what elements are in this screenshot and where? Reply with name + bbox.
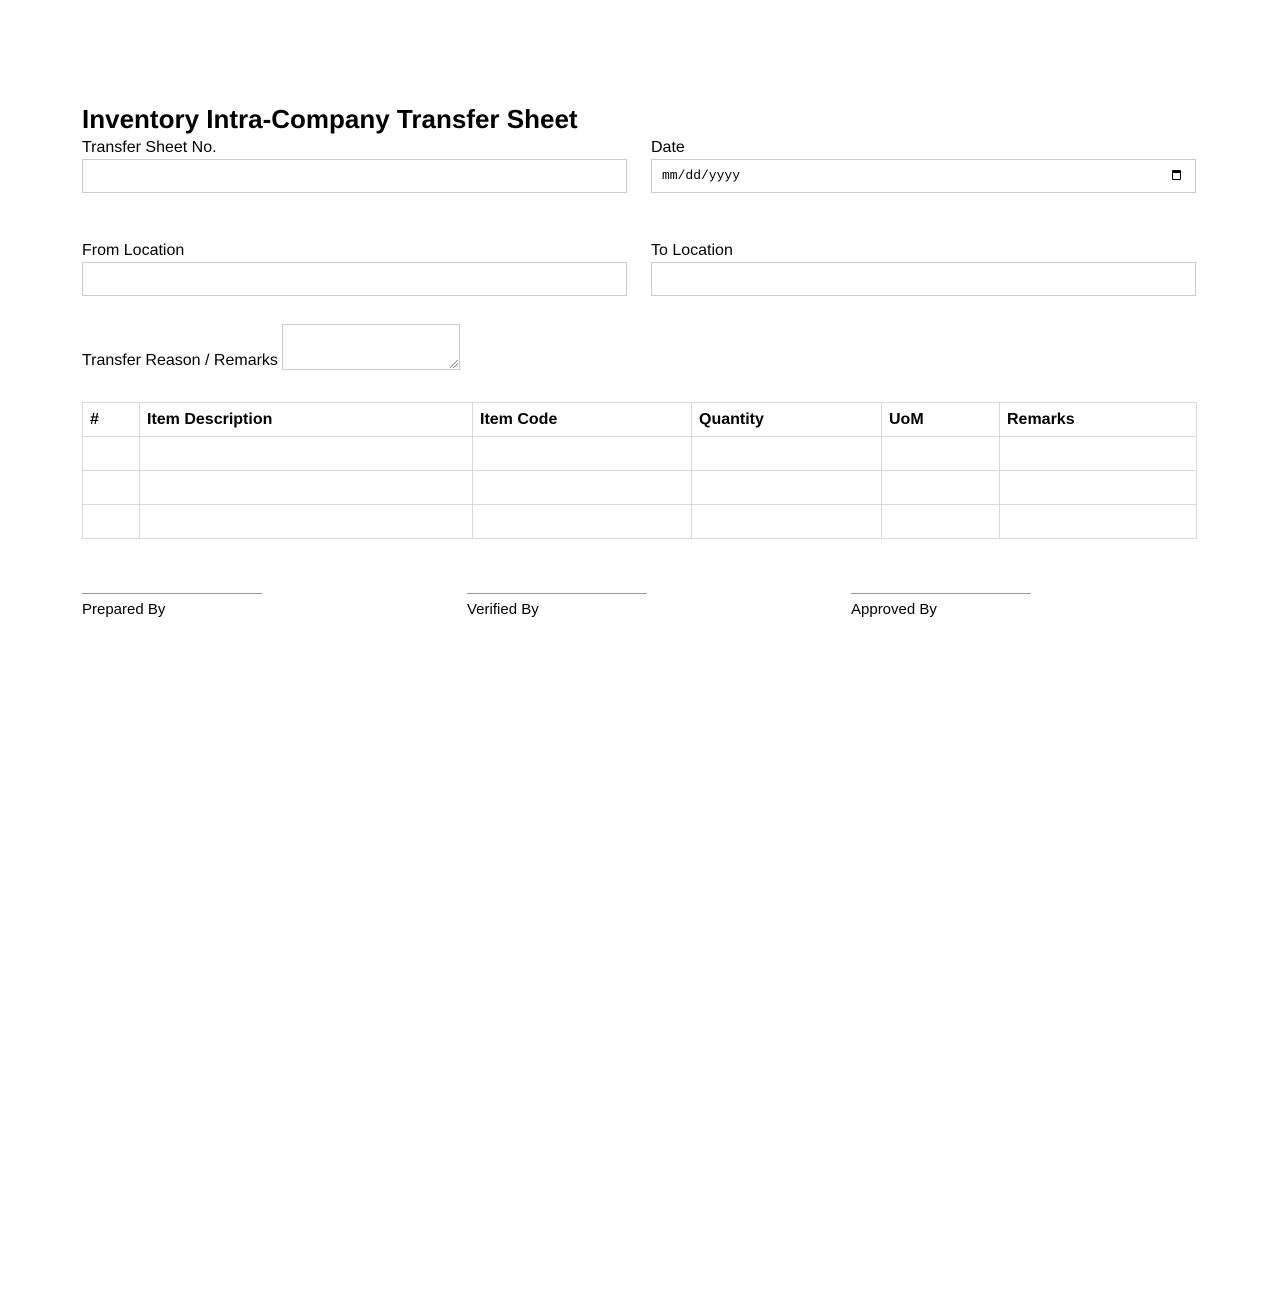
verified-by-signature-line	[467, 593, 647, 594]
table-row	[83, 471, 1197, 505]
form-row-locations	[82, 241, 1196, 296]
approved-by-label: Approved By	[851, 601, 937, 618]
calendar-icon[interactable]	[1172, 170, 1181, 180]
table-cell[interactable]	[83, 471, 140, 505]
date-input[interactable]	[651, 159, 1196, 193]
date-placeholder: mm/dd/yyyy	[662, 168, 741, 183]
remarks-textarea[interactable]	[282, 324, 460, 370]
table-cell[interactable]	[140, 437, 473, 471]
table-cell[interactable]	[692, 505, 882, 539]
column-header-uom: UoM	[882, 403, 1000, 437]
table-cell[interactable]	[473, 505, 692, 539]
transfer-sheet-no-input[interactable]	[82, 159, 627, 193]
column-header-quantity: Quantity	[692, 403, 882, 437]
prepared-by-label: Prepared By	[82, 601, 166, 618]
approved-by-signature	[851, 593, 1031, 619]
to-location-label: To Location	[651, 242, 733, 259]
table-cell[interactable]	[140, 471, 473, 505]
date-label: Date	[651, 139, 685, 156]
table-cell[interactable]	[473, 471, 692, 505]
to-location-field-group	[651, 241, 1196, 296]
table-cell[interactable]	[692, 437, 882, 471]
transfer-sheet-form	[82, 100, 1196, 618]
transfer-sheet-no-label: Transfer Sheet No.	[82, 139, 217, 156]
prepared-by-signature	[82, 593, 262, 619]
from-location-field-group	[82, 241, 627, 296]
resize-grip-icon[interactable]	[450, 360, 458, 368]
from-location-label: From Location	[82, 242, 185, 259]
signature-section	[82, 593, 1196, 633]
from-location-input[interactable]	[82, 262, 627, 296]
remarks-label: Transfer Reason / Remarks	[82, 352, 278, 369]
table-cell[interactable]	[140, 505, 473, 539]
remarks-row	[82, 324, 1196, 370]
verified-by-signature	[467, 593, 647, 619]
table-cell[interactable]	[1000, 471, 1197, 505]
table-row	[83, 505, 1197, 539]
table-cell[interactable]	[83, 437, 140, 471]
table-cell[interactable]	[83, 505, 140, 539]
approved-by-signature-line	[851, 593, 1031, 594]
column-header-remarks: Remarks	[1000, 403, 1197, 437]
column-header-item-description: Item Description	[140, 403, 473, 437]
verified-by-label: Verified By	[467, 601, 539, 618]
table-cell[interactable]	[692, 471, 882, 505]
transfer-sheet-no-field-group	[82, 138, 627, 193]
page-title: Inventory Intra-Company Transfer Sheet	[82, 104, 578, 134]
form-row-sheet-date	[82, 138, 1196, 193]
items-table	[82, 402, 1197, 539]
table-cell[interactable]	[473, 437, 692, 471]
table-cell[interactable]	[1000, 437, 1197, 471]
date-field-group	[651, 138, 1196, 193]
column-header-item-code: Item Code	[473, 403, 692, 437]
table-cell[interactable]	[882, 437, 1000, 471]
prepared-by-signature-line	[82, 593, 262, 594]
table-row	[83, 437, 1197, 471]
table-header-row	[83, 403, 1197, 437]
column-header-number: #	[83, 403, 140, 437]
to-location-input[interactable]	[651, 262, 1196, 296]
table-cell[interactable]	[1000, 505, 1197, 539]
table-cell[interactable]	[882, 471, 1000, 505]
table-cell[interactable]	[882, 505, 1000, 539]
